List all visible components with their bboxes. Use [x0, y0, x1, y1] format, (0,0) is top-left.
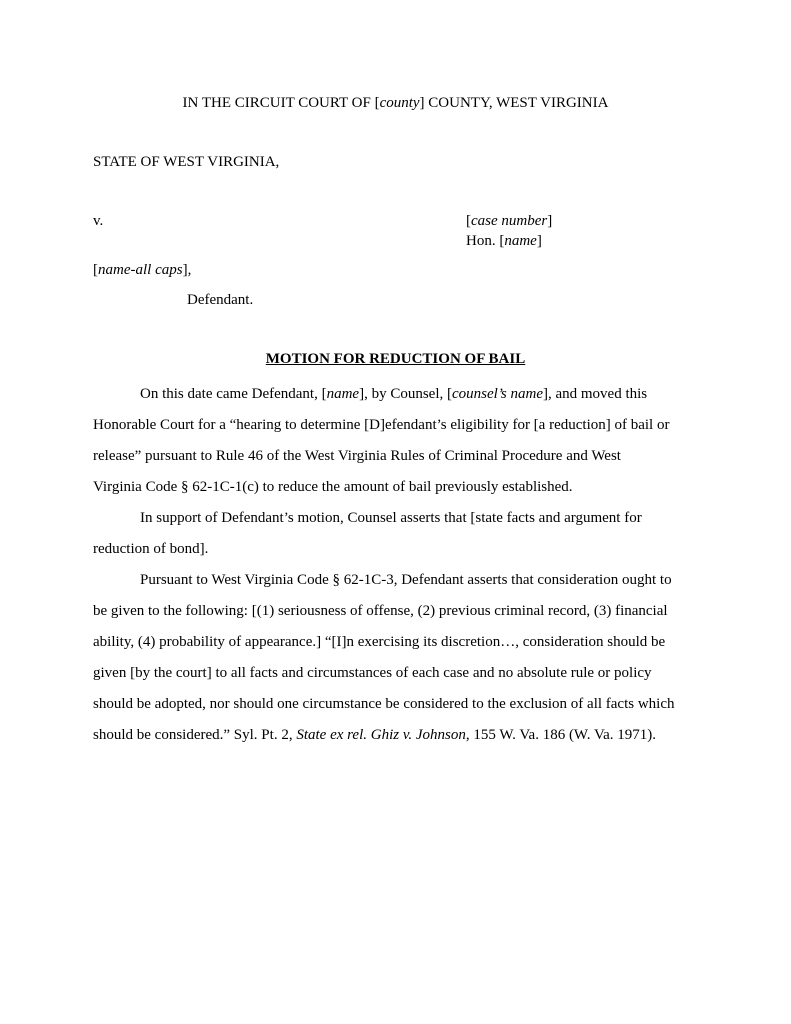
text: ], and moved this — [542, 386, 648, 402]
p1-line-2: Honorable Court for a “hearing to determine [D]efendant’s eligibility for [a reduction] of bail or — [93, 417, 670, 433]
p1-line-4: Virginia Code § 62-1C-1(c) to reduce the amount of bail previously established. — [93, 479, 573, 495]
judge-name-placeholder: name — [504, 233, 537, 249]
p3-line-5: should be adopted, nor should one circumstance be considered to the exclusion of all facts which — [93, 696, 675, 712]
p3-line-4: given [by the court] to all facts and circumstances of each case and no absolute rule or policy — [93, 665, 652, 681]
p3-line-2: be given to the following: [(1) seriousness of offense, (2) previous criminal record, (3) financial — [93, 603, 668, 619]
text: ], by Counsel, [ — [359, 386, 453, 402]
county-placeholder: county — [379, 95, 420, 111]
bracket: [ — [93, 262, 98, 278]
counsel-name-placeholder: counsel’s name — [452, 386, 543, 402]
court-heading-suffix: ] COUNTY, WEST VIRGINIA — [419, 95, 609, 111]
defendant-label: Defendant. — [187, 292, 254, 308]
bracket: ], — [182, 262, 192, 278]
text: On this date came Defendant, [ — [140, 386, 327, 402]
p3-line-1: Pursuant to West Virginia Code § 62-1C-3, Defendant asserts that consideration ought to — [140, 572, 672, 588]
defendant-name — [93, 261, 191, 279]
motion-title: MOTION FOR REDUCTION OF BAIL — [265, 351, 526, 367]
defendant-name-placeholder: name — [326, 386, 360, 402]
p2-line-2: reduction of bond]. — [93, 541, 209, 557]
judge-prefix: Hon. [ — [466, 233, 505, 249]
p2-line-1: In support of Defendant’s motion, Counsel asserts that [state facts and argument for — [140, 510, 642, 526]
case-number-placeholder: case number — [471, 213, 548, 229]
p1-line-3: release” pursuant to Rule 46 of the West Virginia Rules of Criminal Procedure and West — [93, 448, 621, 464]
case-citation: State ex rel. Ghiz v. Johnson — [296, 727, 466, 743]
text: should be considered.” Syl. Pt. 2, — [93, 727, 297, 743]
versus-label: v. — [93, 213, 104, 229]
bracket: ] — [547, 213, 553, 229]
judge-name — [466, 232, 542, 250]
bracket: ] — [536, 233, 542, 249]
court-heading — [0, 94, 791, 112]
case-number — [466, 212, 552, 230]
defendant-name-placeholder: name-all caps — [98, 262, 183, 278]
bracket: [ — [466, 213, 471, 229]
p3-line-3: ability, (4) probability of appearance.] “[I]n exercising its discretion…, consideration should be — [93, 634, 666, 650]
p1-line-1 — [140, 385, 647, 403]
court-heading-prefix: IN THE CIRCUIT COURT OF [ — [182, 95, 380, 111]
plaintiff-name: STATE OF WEST VIRGINIA, — [93, 154, 280, 170]
text: , 155 W. Va. 186 (W. Va. 1971). — [465, 727, 657, 743]
p3-line-6 — [93, 726, 656, 744]
